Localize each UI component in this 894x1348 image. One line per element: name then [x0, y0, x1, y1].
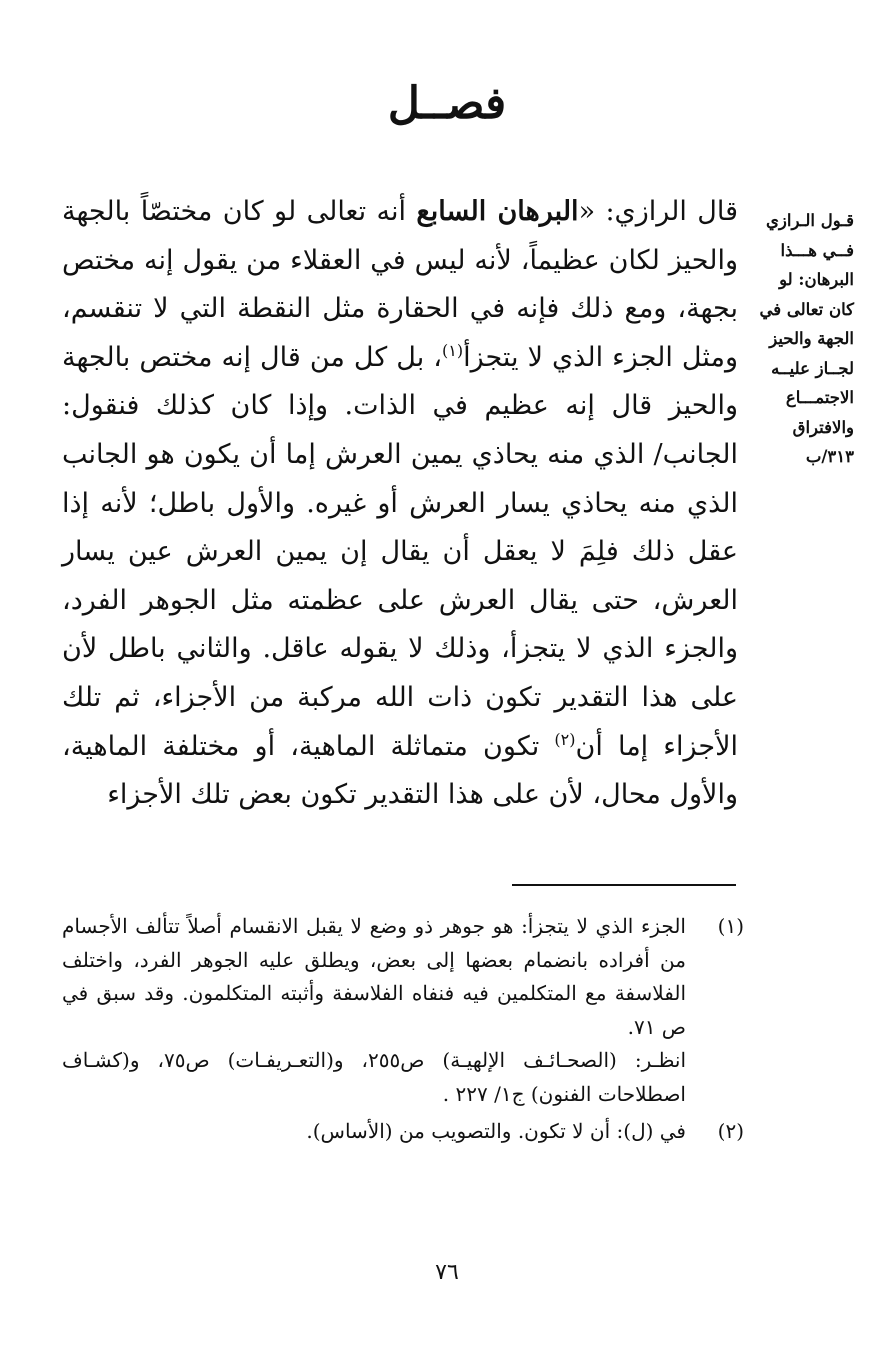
footnote-1-text: الجزء الذي لا يتجزأ: هو جوهر ذو وضع لا يقبل الانقسام أصلاً تتألف الأجسام من أفراده بانضمام بعضها إلى بعض، ويطلق عليه الجوهر الفرد، واختلف الفلاسفة مع المتكلمين فيه فنفاه الفلاسفة وأثبته المتكلمون. وقد سبق في ص ٧١.: [62, 914, 686, 1039]
margin-note-line: لجــاز عليــه: [771, 358, 854, 378]
footnote-marker-1[interactable]: (١): [441, 340, 464, 360]
page-number: ٧٦: [435, 1260, 459, 1285]
body-text-3: تكون متماثلة الماهية، أو مختلفة الماهية، والأول محال، لأن على هذا التقدير تكون بعض تلك الأجزاء: [62, 730, 738, 811]
footnote-2-text: في (ل): أن لا تكون. والتصويب من (الأساس).: [306, 1119, 686, 1143]
footnote-1-reference: انظـر: (الصحـائـف الإلهيـة) ص٢٥٥، و(التعـريفـات) ص٧٥، و(كشـاف اصطلاحات الفنون) ج١/ ٢٢٧ .: [62, 1048, 686, 1106]
body-intro: قال الرازي: «: [578, 196, 738, 227]
footnote-separator: [512, 884, 736, 886]
bold-term: البرهان السابع: [416, 196, 579, 227]
margin-note-line: الاجتمـــاع: [785, 388, 854, 407]
footnotes: [62, 910, 744, 1149]
footnote-2: [62, 1115, 744, 1149]
margin-note: [752, 206, 854, 472]
body-text-1: أنه تعالى لو كان مختصّاً بالجهة والحيز لكان عظيماً، لأنه ليس في العقلاء من يقول إنه مختص بجهة، ومع ذلك فإنه في الحقارة مثل النقطة التي لا تنقسم، ومثل الجزء الذي لا يتجزأ: [62, 196, 738, 373]
margin-note-line: كان تعالى في: [759, 299, 854, 319]
margin-note-line: والافتراق: [792, 417, 854, 437]
margin-note-line: البرهان: لو: [779, 270, 854, 289]
footnote-1-number: (١): [717, 914, 744, 938]
footnote-2-number: (٢): [717, 1119, 744, 1143]
margin-note-line: قـول الـرازي: [766, 211, 854, 230]
footnote-1: [62, 910, 744, 1044]
margin-note-line: فــي هـــذا: [780, 240, 854, 260]
main-paragraph: [62, 188, 738, 820]
footnote-marker-2[interactable]: (٢): [554, 729, 576, 749]
section-heading: فصــل: [387, 78, 507, 129]
margin-note-line: الجهة والحيز: [769, 329, 854, 348]
main-text: [62, 188, 738, 820]
body-text-2: ، بل كل من قال إنه مختص بالجهة والحيز قال إنه عظيم في الذات. وإذا كان كذلك فنقول: الجانب/ الذي منه يحاذي يمين العرش إما أن يكون هو الجانب الذي منه يحاذي يسار العرش أو غيره. والأول باطل؛ لأنه إذا عقل ذلك فلِمَ لا يعقل أن يقال إن يمين العرش عين يسار العرش، حتى يقال العرش على عظمته مثل الجوهر الفرد، والجزء الذي لا يتجزأ، وذلك لا يقوله عاقل. والثاني باطل لأن على هذا التقدير تكون ذات الله مركبة من الأجزاء، ثم تلك الأجزاء إما أن: [62, 341, 738, 762]
margin-note-folio: ٣١٣/ب: [805, 447, 854, 466]
